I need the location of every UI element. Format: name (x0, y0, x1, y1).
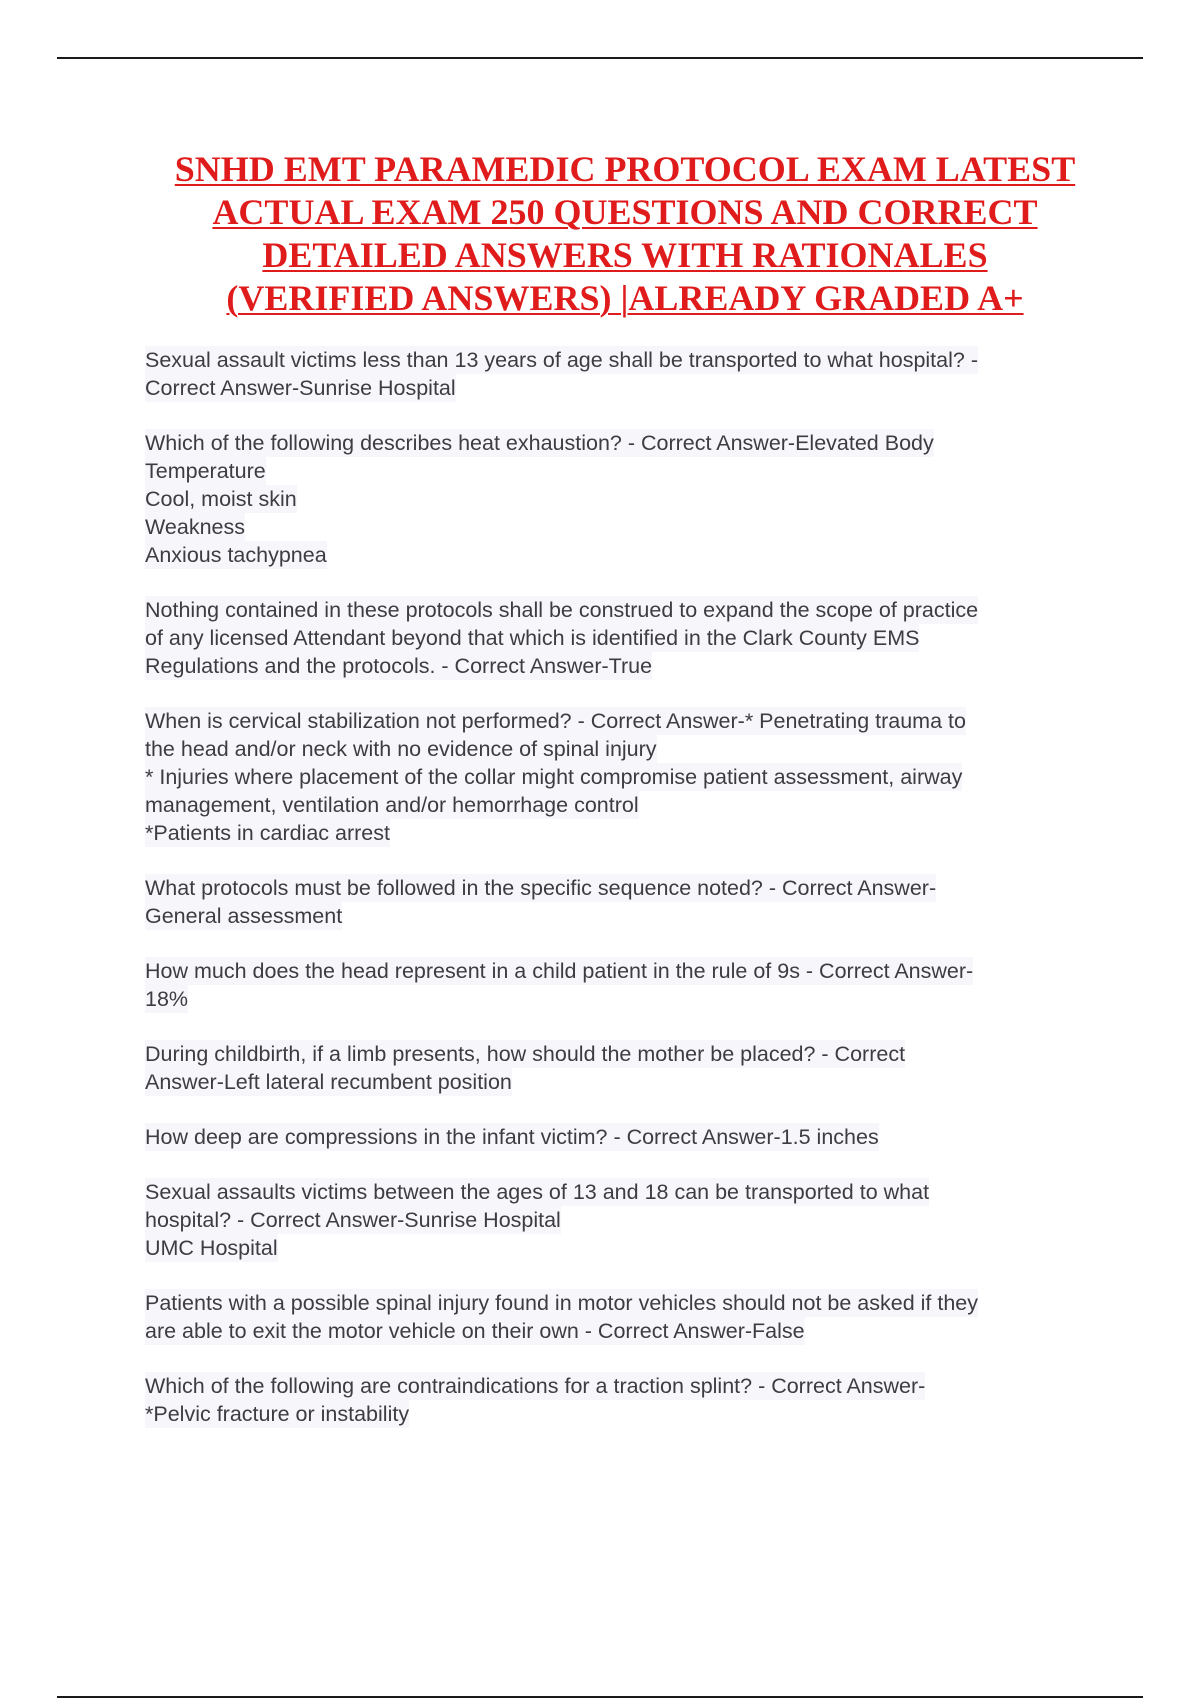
question-answer-item (145, 429, 1095, 569)
title-line: SNHD EMT PARAMEDIC PROTOCOL EXAM LATEST (174, 149, 1076, 189)
question-answer-text: Regulations and the protocols. - Correct Answer-True (145, 654, 653, 678)
question-answer-text: How much does the head represent in a child patient in the rule of 9s - Correct Answer- (145, 959, 974, 983)
footer-rule (57, 1696, 1143, 1698)
question-answer-text: Patients with a possible spinal injury found in motor vehicles should not be asked if they (145, 1291, 978, 1315)
title-line: DETAILED ANSWERS WITH RATIONALES (262, 235, 988, 275)
question-answer-text: How deep are compressions in the infant victim? - Correct Answer-1.5 inches (145, 1125, 879, 1149)
question-answer-text: *Pelvic fracture or instability (145, 1402, 410, 1426)
question-answer-text: When is cervical stabilization not performed? - Correct Answer-* Penetrating trauma to (145, 709, 966, 733)
question-answer-text: Which of the following are contraindications for a traction splint? - Correct Answer- (145, 1374, 926, 1398)
question-answer-text: UMC Hospital (145, 1236, 278, 1260)
question-answer-text: Weakness (145, 515, 245, 539)
title-line: (VERIFIED ANSWERS) |ALREADY GRADED A+ (226, 278, 1024, 318)
question-answer-text: Correct Answer-Sunrise Hospital (145, 376, 456, 400)
question-answer-item (145, 874, 1095, 930)
question-answer-list (145, 346, 1095, 1428)
question-answer-text: * Injuries where placement of the collar might compromise patient assessment, airway (145, 765, 963, 789)
question-answer-text: Nothing contained in these protocols shall be construed to expand the scope of practice (145, 598, 979, 622)
question-answer-text: 18% (145, 987, 189, 1011)
question-answer-text: management, ventilation and/or hemorrhage control (145, 793, 639, 817)
question-answer-text: Temperature (145, 459, 266, 483)
document-title (145, 148, 1095, 320)
question-answer-text: What protocols must be followed in the specific sequence noted? - Correct Answer- (145, 876, 937, 900)
question-answer-text: the head and/or neck with no evidence of spinal injury (145, 737, 657, 761)
question-answer-item (145, 1289, 1095, 1345)
question-answer-text: General assessment (145, 904, 343, 928)
question-answer-text: Cool, moist skin (145, 487, 297, 511)
question-answer-item (145, 346, 1095, 402)
question-answer-item (145, 707, 1095, 847)
question-answer-item (145, 1040, 1095, 1096)
question-answer-text: Sexual assault victims less than 13 years of age shall be transported to what hospital? - (145, 348, 978, 372)
question-answer-text: hospital? - Correct Answer-Sunrise Hospital (145, 1208, 561, 1232)
title-line: ACTUAL EXAM 250 QUESTIONS AND CORRECT (212, 192, 1038, 232)
question-answer-text: Sexual assaults victims between the ages of 13 and 18 can be transported to what (145, 1180, 930, 1204)
question-answer-item (145, 1178, 1095, 1262)
question-answer-text: Anxious tachypnea (145, 543, 327, 567)
question-answer-text: During childbirth, if a limb presents, how should the mother be placed? - Correct (145, 1042, 906, 1066)
document-body (145, 148, 1095, 1455)
question-answer-item (145, 1372, 1095, 1428)
question-answer-text: *Patients in cardiac arrest (145, 821, 390, 845)
question-answer-text: are able to exit the motor vehicle on their own - Correct Answer-False (145, 1319, 805, 1343)
question-answer-item (145, 596, 1095, 680)
question-answer-text: of any licensed Attendant beyond that which is identified in the Clark County EMS (145, 626, 920, 650)
header-rule (57, 57, 1143, 59)
question-answer-text: Which of the following describes heat exhaustion? - Correct Answer-Elevated Body (145, 431, 934, 455)
question-answer-item (145, 957, 1095, 1013)
question-answer-item (145, 1123, 1095, 1151)
question-answer-text: Answer-Left lateral recumbent position (145, 1070, 512, 1094)
